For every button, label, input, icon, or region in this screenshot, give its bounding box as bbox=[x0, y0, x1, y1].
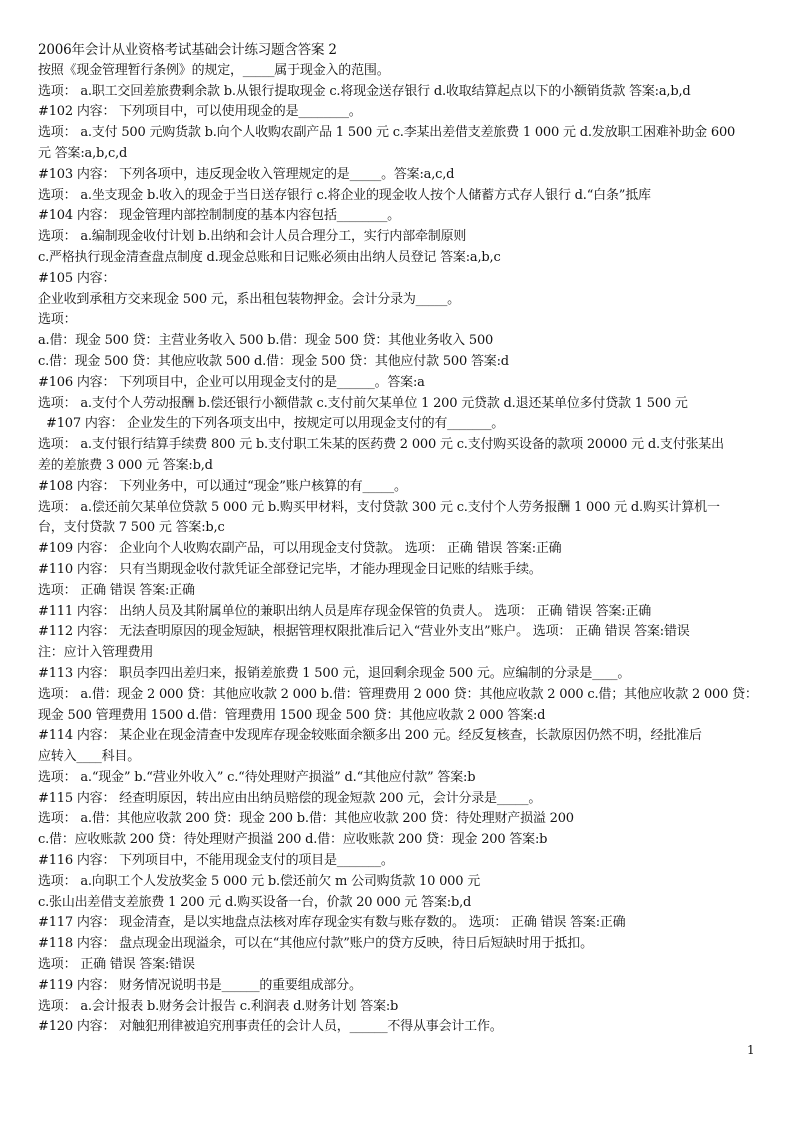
text-line: 选项： a.职工交回差旅费剩余款 b.从银行提取现金 c.将现金送存银行 d.收取结算起点以下的小额销货款 答案:a,b,d bbox=[38, 83, 691, 99]
text-line: #109 内容： 企业向个人收购农副产品，可以用现金支付贷款。 选项： 正确 错误 答案:正确 bbox=[38, 541, 562, 557]
text-line: #115 内容： 经查明原因，转出应由出纳员赔偿的现金短款 200 元，会计分录是_____。 bbox=[38, 790, 542, 806]
text-line: #107 内容： 企业发生的下列各项支出中，按规定可以用现金支付的有_______。 bbox=[46, 416, 505, 432]
text-line: #117 内容： 现金清查，是以实地盘点法核对库存现金实有数与账存数的。 选项： 正确 错误 答案:正确 bbox=[38, 915, 626, 931]
text-line: 台，支付贷款 7 500 元 答案:b,c bbox=[38, 520, 225, 536]
text-line: #119 内容： 财务情况说明书是______的重要组成部分。 bbox=[38, 977, 362, 993]
text-line: 选项： a.向职工个人发放奖金 5 000 元 b.偿还前欠 m 公司购货款 10 000 元 bbox=[38, 873, 481, 889]
document-body bbox=[38, 40, 768, 1038]
page-number: 1 bbox=[747, 1043, 755, 1057]
text-line: 选项： a.支付银行结算手续费 800 元 b.支付职工朱某的医药费 2 000 元 c.支付购买设备的款项 20000 元 d.支付张某出 bbox=[38, 437, 724, 453]
text-line: #102 内容： 下列项目中，可以使用现金的是________。 bbox=[38, 104, 362, 120]
text-line: c.借：现金 500 贷：其他应收款 500 d.借：现金 500 贷：其他应付款 500 答案:d bbox=[38, 353, 509, 369]
text-line: 企业收到承租方交来现金 500 元，系出租包装物押金。会计分录为_____。 bbox=[38, 291, 460, 307]
text-line: 选项： 正确 错误 答案:正确 bbox=[38, 582, 195, 598]
text-line: #108 内容： 下列业务中，可以通过“现金”账户核算的有_____。 bbox=[38, 478, 407, 494]
text-line: 应转入____科目。 bbox=[38, 749, 141, 765]
text-line: c.严格执行现金清查盘点制度 d.现金总账和日记账必须由出纳人员登记 答案:a,b,c bbox=[38, 249, 501, 265]
text-line: 差的差旅费 3 000 元 答案:b,d bbox=[38, 457, 213, 473]
text-line: 选项： a.编制现金收付计划 b.出纳和会计人员合理分工，实行内部牵制原则 bbox=[38, 229, 467, 245]
text-line: 元 答案:a,b,c,d bbox=[38, 145, 128, 161]
text-line: #106 内容： 下列项目中，企业可以用现金支付的是______。答案:a bbox=[38, 374, 425, 390]
text-line: #118 内容： 盘点现金出现溢余，可以在“其他应付款”账户的贷方反映，待日后短缺时用于抵扣。 bbox=[38, 936, 593, 952]
text-line: #104 内容： 现金管理内部控制制度的基本内容包括________。 bbox=[38, 208, 400, 224]
text-line: #103 内容： 下列各项中，违反现金收入管理规定的是_____。答案:a,c,d bbox=[38, 166, 455, 182]
text-line: 选项： a.支付 500 元购货款 b.向个人收购农副产品 1 500 元 c.李某出差借支差旅费 1 000 元 d.发放职工困难补助金 600 bbox=[38, 125, 736, 141]
text-line: c.借：应收账款 200 贷：待处理财产损溢 200 d.借：应收账款 200 贷：现金 200 答案:b bbox=[38, 832, 548, 848]
text-line: #112 内容： 无法查明原因的现金短缺，根据管理权限批准后记入“营业外支出”账户。 选项： 正确 错误 答案:错误 bbox=[38, 624, 690, 640]
text-line: #105 内容： bbox=[38, 270, 116, 286]
text-line: 选项： bbox=[38, 312, 77, 328]
text-line: 选项： a.借：其他应收款 200 贷：现金 200 b.借：其他应收款 200 贷：待处理财产损溢 200 bbox=[38, 811, 574, 827]
text-line: 选项： a.会计报表 b.财务会计报告 c.利润表 d.财务计划 答案:b bbox=[38, 998, 399, 1014]
text-line: 注：应计入管理费用 bbox=[38, 645, 154, 661]
text-line: 选项： a.支付个人劳动报酬 b.偿还银行小额借款 c.支付前欠某单位 1 200 元贷款 d.退还某单位多付贷款 1 500 元 bbox=[38, 395, 688, 411]
text-line: #111 内容： 出纳人员及其附属单位的兼职出纳人员是库存现金保管的负责人。 选项： 正确 错误 答案:正确 bbox=[38, 603, 652, 619]
text-line: 现金 500 管理费用 1500 d.借：管理费用 1500 现金 500 贷：其他应收款 2 000 答案:d bbox=[38, 707, 546, 723]
text-line: #113 内容： 职员李四出差归来，报销差旅费 1 500 元，退回剩余现金 500 元。应编制的分录是____。 bbox=[38, 665, 631, 681]
text-line: 选项： a.借：现金 2 000 贷：其他应收款 2 000 b.借：管理费用 2 000 贷：其他应收款 2 000 c.借；其他应收款 2 000 贷： bbox=[38, 686, 758, 702]
text-line: 选项： a.偿还前欠某单位贷款 5 000 元 b.购买甲材料，支付贷款 300 元 c.支付个人劳务报酬 1 000 元 d.购买计算机一 bbox=[38, 499, 720, 515]
text-line: 选项： a.坐支现金 b.收入的现金于当日送存银行 c.将企业的现金收人按个人储蓄方式存人银行 d.“白条”抵库 bbox=[38, 187, 651, 203]
text-line: #110 内容： 只有当期现金收付款凭证全部登记完毕，才能办理现金日记账的结账手续。 bbox=[38, 561, 542, 577]
text-line: 按照《现金管理暂行条例》的规定，_____属于现金入的范围。 bbox=[38, 62, 390, 78]
text-line: 选项： 正确 错误 答案:错误 bbox=[38, 957, 195, 973]
document-title: 2006年会计从业资格考试基础会计练习题含答案 2 bbox=[38, 42, 337, 58]
text-line: #120 内容： 对触犯刑律被追究刑事责任的会计人员，______不得从事会计工作。 bbox=[38, 1019, 503, 1035]
text-line: #114 内容： 某企业在现金清查中发现库存现金较账面余额多出 200 元。经反复核查，长款原因仍然不明，经批准后 bbox=[38, 728, 702, 744]
text-line: c.张山出差借支差旅费 1 200 元 d.购买设备一台，价款 20 000 元 答案:b,d bbox=[38, 894, 472, 910]
text-line: a.借：现金 500 贷：主营业务收入 500 b.借：现金 500 贷：其他业务收入 500 bbox=[38, 333, 494, 349]
text-line: #116 内容： 下列项目中，不能用现金支付的项目是_______。 bbox=[38, 853, 394, 869]
text-line: 选项： a.“现金” b.“营业外收入” c.“待处理财产损溢” d.“其他应付款” 答案:b bbox=[38, 769, 476, 785]
